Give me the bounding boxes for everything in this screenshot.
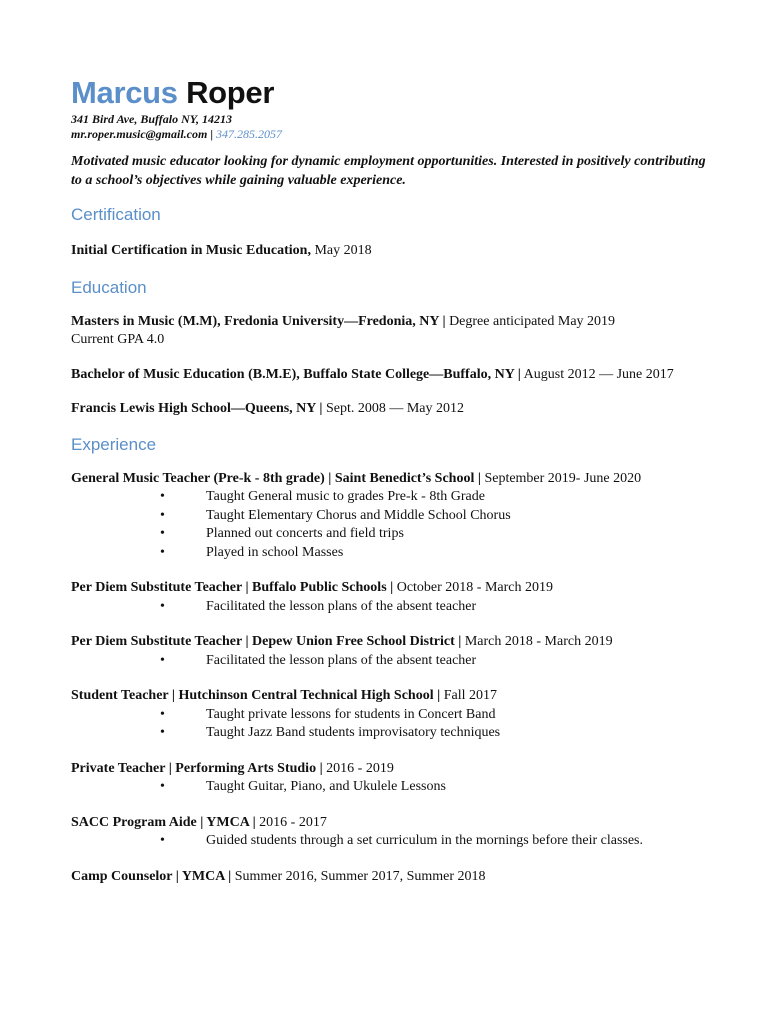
bullet-text: Taught Jazz Band students improvisatory techniques — [206, 725, 501, 740]
experience-bullet — [71, 724, 711, 743]
experience-entry — [71, 633, 711, 670]
bullet-dot: • — [160, 706, 165, 722]
contact-separator: | — [207, 127, 216, 141]
experience-dates: Fall 2017 — [440, 688, 497, 703]
education-institution: Masters in Music (M.M), Fredonia University—Fredonia, NY | — [71, 313, 446, 329]
experience-entry — [71, 760, 711, 797]
section-title-education: Education — [71, 277, 147, 297]
bullet-text: Taught Elementary Chorus and Middle School Chorus — [206, 507, 511, 523]
experience-dates: October 2018 - March 2019 — [393, 580, 554, 595]
certification-entry — [71, 242, 711, 261]
education-detail: Degree anticipated May 2019 — [445, 313, 616, 329]
section-title-experience: Experience — [71, 434, 157, 454]
experience-role: Private Teacher | Performing Arts Studio | — [71, 760, 323, 776]
experience-heading — [71, 633, 711, 652]
phone: 347.285.2057 — [216, 127, 282, 141]
bullet-dot: • — [160, 779, 165, 794]
experience-bullet — [71, 652, 711, 671]
education-entry — [71, 366, 711, 385]
experience-bullets — [71, 488, 711, 562]
experience-list — [71, 470, 711, 887]
bullet-dot: • — [160, 526, 165, 541]
bullet-text: Facilitated the lesson plans of the absent teacher — [206, 652, 477, 668]
section-title-certification: Certification — [71, 205, 161, 224]
education-line — [71, 313, 711, 332]
experience-role: Student Teacher | Hutchinson Central Technical High School | — [71, 688, 441, 703]
bullet-dot: • — [160, 652, 165, 668]
contact-line — [71, 127, 711, 142]
experience-heading — [71, 687, 711, 706]
bullet-text: Played in school Masses — [206, 544, 344, 560]
experience-bullet — [71, 598, 711, 617]
experience-role: Camp Counselor | YMCA | — [71, 868, 232, 884]
bullet-text: Taught General music to grades Pre-k - 8th Grade — [206, 489, 485, 504]
experience-heading — [71, 868, 711, 887]
bullet-dot: • — [160, 544, 165, 560]
education-gpa: Current GPA 4.0 — [71, 332, 165, 347]
email: mr.roper.music@gmail.com — [71, 127, 208, 141]
bullet-text: Facilitated the lesson plans of the absent teacher — [206, 598, 477, 614]
experience-heading — [71, 579, 711, 598]
education-list — [71, 313, 711, 419]
objective: Motivated music educator looking for dynamic employment opportunities. Interested in positively contributing to a school’s objectives while gaining valuable experience. — [71, 154, 706, 188]
experience-bullets — [71, 706, 711, 743]
experience-role: Per Diem Substitute Teacher | Buffalo Public Schools | — [71, 580, 394, 595]
experience-bullet — [71, 488, 711, 507]
experience-bullet — [71, 832, 711, 851]
experience-heading — [71, 760, 711, 779]
certification-date: May 2018 — [310, 243, 372, 258]
experience-heading — [71, 470, 711, 489]
first-name: Marcus — [71, 75, 178, 110]
education-line — [71, 400, 711, 419]
bullet-dot: • — [160, 833, 165, 848]
experience-bullet — [71, 507, 711, 526]
bullet-dot: • — [160, 725, 165, 740]
education-line — [71, 366, 711, 385]
experience-bullet — [71, 544, 711, 563]
bullet-text: Taught private lessons for students in Concert Band — [206, 706, 496, 722]
education-institution: Francis Lewis High School—Queens, NY | — [71, 401, 323, 416]
experience-heading — [71, 814, 711, 833]
resume-page — [71, 74, 711, 886]
experience-role: Per Diem Substitute Teacher | Depew Union Free School District | — [71, 634, 462, 649]
experience-role: SACC Program Aide | YMCA | — [71, 814, 256, 830]
education-detail: Sept. 2008 — May 2012 — [322, 401, 465, 416]
address: 341 Bird Ave, Buffalo NY, 14213 — [71, 112, 233, 126]
education-detail: August 2012 — June 2017 — [520, 366, 674, 382]
experience-bullet — [71, 525, 711, 544]
experience-entry — [71, 579, 711, 616]
experience-dates: 2016 - 2017 — [255, 814, 327, 830]
experience-dates: March 2018 - March 2019 — [461, 634, 613, 649]
experience-dates: 2016 - 2019 — [322, 760, 394, 776]
experience-bullet — [71, 778, 711, 797]
bullet-text: Taught Guitar, Piano, and Ukulele Lessons — [206, 779, 446, 794]
experience-dates: September 2019- June 2020 — [480, 470, 642, 486]
bullet-dot: • — [160, 507, 165, 523]
experience-entry — [71, 868, 711, 887]
experience-bullets — [71, 778, 711, 797]
bullet-dot: • — [160, 489, 165, 504]
experience-bullets — [71, 598, 711, 617]
experience-role: General Music Teacher (Pre-k - 8th grade) | Saint Benedict’s School | — [71, 470, 481, 486]
experience-entry — [71, 814, 711, 851]
bullet-text: Guided students through a set curriculum in the mornings before their classes. — [206, 833, 644, 848]
candidate-name — [71, 74, 711, 112]
experience-bullets — [71, 832, 711, 851]
experience-bullets — [71, 652, 711, 671]
bullet-text: Planned out concerts and field trips — [206, 526, 404, 541]
experience-dates: Summer 2016, Summer 2017, Summer 2018 — [231, 868, 486, 884]
education-entry — [71, 400, 711, 419]
last-name: Roper — [186, 75, 275, 110]
contact-block — [71, 112, 711, 142]
education-entry — [71, 313, 711, 350]
education-institution: Bachelor of Music Education (B.M.E), Buffalo State College—Buffalo, NY | — [71, 366, 521, 382]
experience-entry — [71, 687, 711, 743]
experience-entry — [71, 470, 711, 563]
bullet-dot: • — [160, 598, 165, 614]
experience-bullet — [71, 706, 711, 725]
certification-name: Initial Certification in Music Education, — [71, 243, 311, 258]
